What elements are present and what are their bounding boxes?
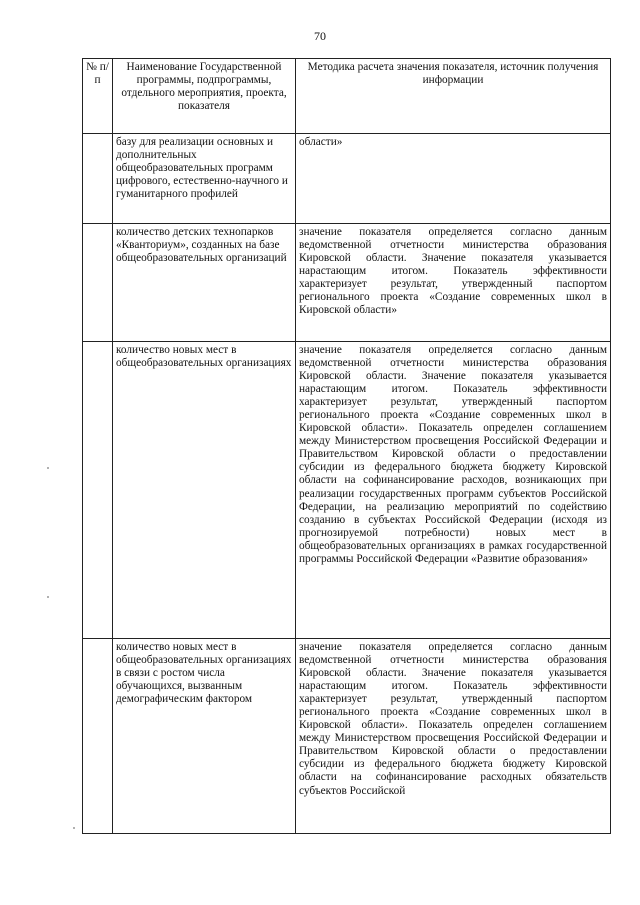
- indicator-name-cell: количество детских технопарков «Кванториум», созданных на базе общеобразовательных организаций: [113, 224, 296, 342]
- scan-artifact-dot: [47, 596, 49, 598]
- table-row: [83, 134, 611, 224]
- scan-artifact-dot: [73, 827, 75, 829]
- table-header-row: [83, 59, 611, 134]
- row-number-cell: [83, 134, 113, 224]
- indicator-method-cell: значение показателя определяется согласно данным ведомственной отчетности министерства образования Кировской области. Значение показателя указывается нарастающим итогом. Показатель эффективности характеризует результат, утвержденный паспортом регионального проекта «Создание современных школ в Кировской области». Показатель определен соглашением между Министерством просвещения Российской Федерации и Правительством Кировской области о предоставлении субсидии из федерального бюджета бюджету Кировской области на софинансирование расходных обязательств субъектов Российской: [296, 639, 611, 834]
- indicator-name-cell: количество новых мест в общеобразовательных организациях в связи с ростом числа обучающихся, вызванным демографическим фактором: [113, 639, 296, 834]
- scan-artifact-dot: [47, 467, 49, 469]
- page-number: 70: [314, 29, 326, 43]
- table-row: [83, 639, 611, 834]
- row-number-cell: [83, 224, 113, 342]
- header-method: Методика расчета значения показателя, источник получения информации: [296, 59, 611, 134]
- indicator-method-cell: значение показателя определяется согласно данным ведомственной отчетности министерства образования Кировской области. Значение показателя указывается нарастающим итогом. Показатель эффективности характеризует результат, утвержденный паспортом регионального проекта «Создание современных школ в Кировской области». Показатель определен соглашением между Министерством просвещения Российской Федерации и Правительством Кировской области о предоставлении субсидии из федерального бюджета бюджету Кировской области на софинансирование расходов, возникающих при реализации государственных программ субъектов Российской Федерации, на реализацию мероприятий по содействию созданию в субъектах Российской Федерации (исходя из прогнозируемой потребности) новых мест в общеобразовательных организациях в рамках государственной программы Российской Федерации «Развитие образования»: [296, 342, 611, 639]
- row-number-cell: [83, 342, 113, 639]
- indicator-methodology-table: [82, 58, 611, 834]
- header-number: № п/п: [83, 59, 113, 134]
- table-row: [83, 342, 611, 639]
- table-row: [83, 224, 611, 342]
- row-number-cell: [83, 639, 113, 834]
- indicator-method-cell: области»: [296, 134, 611, 224]
- indicator-name-cell: базу для реализации основных и дополнительных общеобразовательных программ цифрового, естественно-научного и гуманитарного профилей: [113, 134, 296, 224]
- indicator-method-cell: значение показателя определяется согласно данным ведомственной отчетности министерства образования Кировской области. Значение показателя указывается нарастающим итогом. Показатель эффективности характеризует результат, утвержденный паспортом регионального проекта «Создание современных школ в Кировской области»: [296, 224, 611, 342]
- header-name: Наименование Государственной программы, подпрограммы, отдельного мероприятия, проекта, показателя: [113, 59, 296, 134]
- indicator-name-cell: количество новых мест в общеобразовательных организациях: [113, 342, 296, 639]
